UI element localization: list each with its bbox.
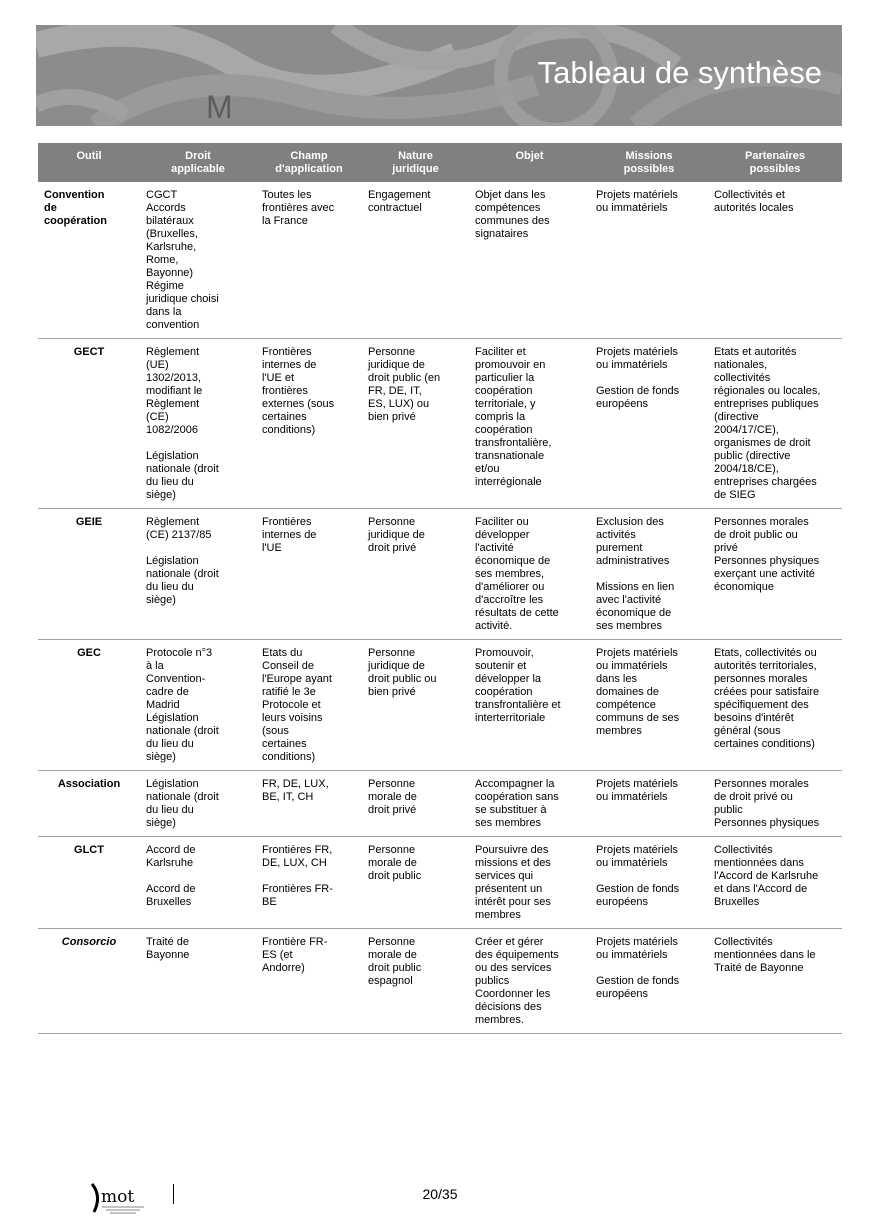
- table-row: [38, 771, 842, 837]
- table-row: [38, 640, 842, 771]
- cell-partenaires: Collectivités mentionnées dans l'Accord de Karlsruhe et dans l'Accord de Bruxelles: [708, 837, 842, 929]
- cell-outil: Convention de coopération: [38, 182, 140, 339]
- cell-partenaires: Etats et autorités nationales, collectivités régionales ou locales, entreprises publiques (directive 2004/17/CE), organismes de droit public (directive 2004/18/CE), entreprises chargées de SIEG: [708, 339, 842, 509]
- table-row: [38, 929, 842, 1034]
- svg-text:mot: mot: [101, 1187, 135, 1207]
- column-header: Outil: [38, 143, 140, 182]
- column-header: Champ d'application: [256, 143, 362, 182]
- table-row: [38, 339, 842, 509]
- cell-objet: Accompagner la coopération sans se substituer à ses membres: [469, 771, 590, 837]
- column-header: Partenaires possibles: [708, 143, 842, 182]
- column-header: Droit applicable: [140, 143, 256, 182]
- cell-objet: Objet dans les compétences communes des signataires: [469, 182, 590, 339]
- header-banner: [36, 25, 842, 126]
- cell-champ: Frontière FR- ES (et Andorre): [256, 929, 362, 1034]
- page-footer: [0, 1170, 880, 1220]
- cell-droit: Règlement (UE) 1302/2013, modifiant le Règlement (CE) 1082/2006 Législation nationale (droit du lieu du siège): [140, 339, 256, 509]
- synthesis-table-container: [38, 143, 842, 1034]
- cell-outil: Consorcio: [38, 929, 140, 1034]
- cell-droit: Accord de Karlsruhe Accord de Bruxelles: [140, 837, 256, 929]
- cell-outil: GLCT: [38, 837, 140, 929]
- cell-missions: Projets matériels ou immatériels: [590, 182, 708, 339]
- column-header: Missions possibles: [590, 143, 708, 182]
- table-row: [38, 509, 842, 640]
- cell-partenaires: Collectivités mentionnées dans le Traité de Bayonne: [708, 929, 842, 1034]
- page-title: Tableau de synthèse: [537, 55, 822, 90]
- cell-outil: GEIE: [38, 509, 140, 640]
- cell-nature: Personne morale de droit public espagnol: [362, 929, 469, 1034]
- table-header-row: [38, 143, 842, 182]
- cell-droit: Règlement (CE) 2137/85 Législation nationale (droit du lieu du siège): [140, 509, 256, 640]
- cell-missions: Projets matériels ou immatériels Gestion de fonds européens: [590, 837, 708, 929]
- cell-nature: Personne juridique de droit privé: [362, 509, 469, 640]
- cell-objet: Faciliter et promouvoir en particulier la coopération territoriale, y compris la coopération transfrontalière, transnationale et/ou interrégionale: [469, 339, 590, 509]
- column-header: Objet: [469, 143, 590, 182]
- cell-champ: Toutes les frontières avec la France: [256, 182, 362, 339]
- cell-nature: Personne morale de droit public: [362, 837, 469, 929]
- cell-partenaires: Collectivités et autorités locales: [708, 182, 842, 339]
- cell-nature: Personne juridique de droit public ou bien privé: [362, 640, 469, 771]
- cell-nature: Personne juridique de droit public (en FR, DE, IT, ES, LUX) ou bien privé: [362, 339, 469, 509]
- cell-champ: Etats du Conseil de l'Europe ayant ratifié le 3e Protocole et leurs voisins (sous certaines conditions): [256, 640, 362, 771]
- cell-champ: Frontières FR, DE, LUX, CH Frontières FR- BE: [256, 837, 362, 929]
- cell-partenaires: Personnes morales de droit public ou privé Personnes physiques exerçant une activité économique: [708, 509, 842, 640]
- cell-nature: Engagement contractuel: [362, 182, 469, 339]
- table-row: [38, 837, 842, 929]
- cell-missions: Projets matériels ou immatériels: [590, 771, 708, 837]
- cell-champ: Frontières internes de l'UE et frontières externes (sous certaines conditions): [256, 339, 362, 509]
- cell-outil: GECT: [38, 339, 140, 509]
- cell-missions: Projets matériels ou immatériels Gestion de fonds européens: [590, 339, 708, 509]
- cell-droit: Protocole n°3 à la Convention- cadre de Madrid Législation nationale (droit du lieu du siège): [140, 640, 256, 771]
- cell-objet: Poursuivre des missions et des services qui présentent un intérêt pour ses membres: [469, 837, 590, 929]
- table-row: [38, 182, 842, 339]
- cell-missions: Projets matériels ou immatériels dans les domaines de compétence communs de ses membres: [590, 640, 708, 771]
- column-header: Nature juridique: [362, 143, 469, 182]
- cell-partenaires: Personnes morales de droit privé ou public Personnes physiques: [708, 771, 842, 837]
- cell-champ: Frontières internes de l'UE: [256, 509, 362, 640]
- cell-missions: Projets matériels ou immatériels Gestion de fonds européens: [590, 929, 708, 1034]
- cell-objet: Créer et gérer des équipements ou des services publics Coordonner les décisions des membres.: [469, 929, 590, 1034]
- cell-objet: Promouvoir, soutenir et développer la coopération transfrontalière et interterritoriale: [469, 640, 590, 771]
- cell-champ: FR, DE, LUX, BE, IT, CH: [256, 771, 362, 837]
- cell-partenaires: Etats, collectivités ou autorités territoriales, personnes morales créées pour satisfaire spécifiquement des besoins d'intérêt général (sous certaines conditions): [708, 640, 842, 771]
- cell-droit: Traité de Bayonne: [140, 929, 256, 1034]
- cell-droit: Législation nationale (droit du lieu du siège): [140, 771, 256, 837]
- page-number: 20/35: [422, 1186, 458, 1202]
- cell-nature: Personne morale de droit privé: [362, 771, 469, 837]
- banner-letter: M: [206, 89, 233, 125]
- synthesis-table: [38, 143, 842, 1034]
- table-body: [38, 182, 842, 1034]
- cell-missions: Exclusion des activités purement administratives Missions en lien avec l'activité économique de ses membres: [590, 509, 708, 640]
- cell-outil: Association: [38, 771, 140, 837]
- cell-outil: GEC: [38, 640, 140, 771]
- cell-droit: CGCT Accords bilatéraux (Bruxelles, Karlsruhe, Rome, Bayonne) Régime juridique choisi dans la convention: [140, 182, 256, 339]
- cell-objet: Faciliter ou développer l'activité économique de ses membres, d'améliorer ou d'accroître les résultats de cette activité.: [469, 509, 590, 640]
